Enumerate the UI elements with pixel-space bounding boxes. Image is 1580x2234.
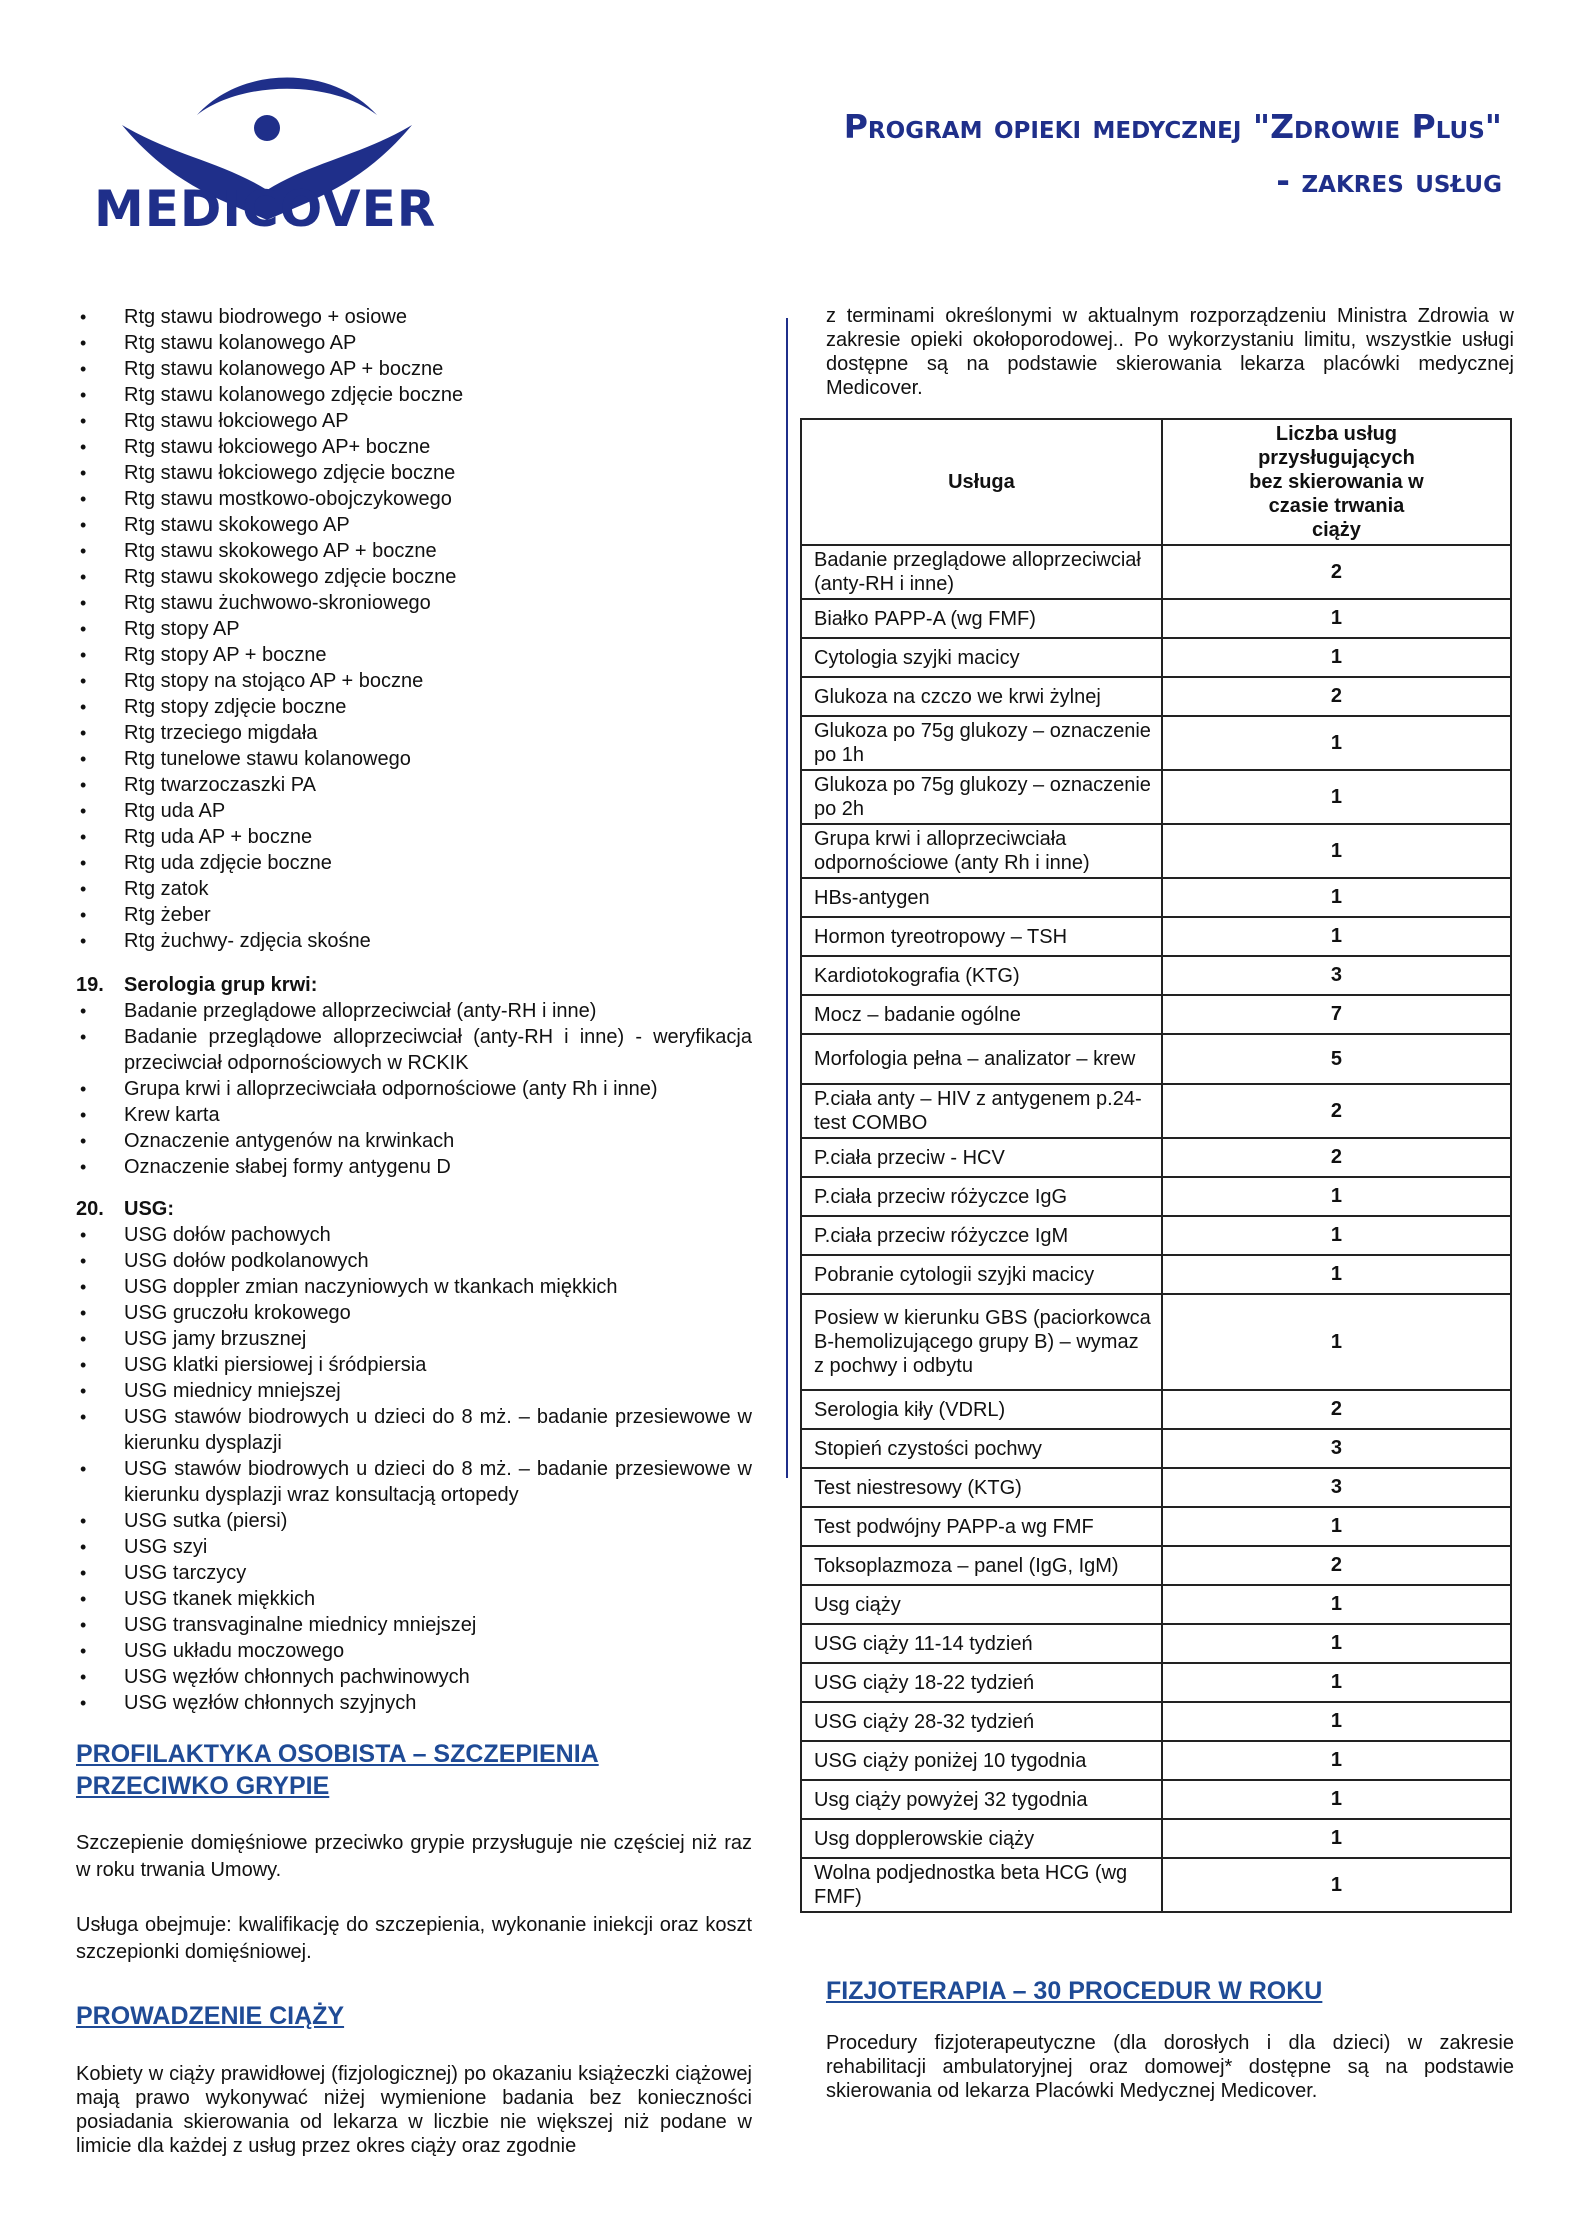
service-count-cell: 1	[1162, 878, 1511, 917]
service-name-cell: Morfologia pełna – analizator – krew	[801, 1034, 1162, 1084]
list-item: • Rtg twarzoczaszki PA	[76, 772, 752, 798]
list-item: • Oznaczenie słabej formy antygenu D	[76, 1154, 752, 1180]
service-count-cell: 2	[1162, 1138, 1511, 1177]
list-item: • Rtg zatok	[76, 876, 752, 902]
table-row	[801, 1468, 1511, 1507]
list-item: • USG stawów biodrowych u dzieci do 8 mż. – badanie przesiewowe w kierunku dysplazji	[76, 1404, 752, 1456]
service-name-cell: Cytologia szyjki macicy	[801, 638, 1162, 677]
service-count-cell: 1	[1162, 824, 1511, 878]
title-line-1: Program opieki medycznej "Zdrowie Plus"	[843, 107, 1502, 146]
list-item: • USG tkanek miękkich	[76, 1586, 752, 1612]
list-item: • USG układu moczowego	[76, 1638, 752, 1664]
list-item: • USG węzłów chłonnych szyjnych	[76, 1690, 752, 1716]
service-name-cell: Mocz – badanie ogólne	[801, 995, 1162, 1034]
table-row	[801, 677, 1511, 716]
service-count-cell: 2	[1162, 1546, 1511, 1585]
section-title: USG:	[124, 1198, 174, 1220]
rtg-list	[76, 304, 752, 954]
service-name-cell: Grupa krwi i alloprzeciwciała odpornościowe (anty Rh i inne)	[801, 824, 1162, 878]
service-count-cell: 1	[1162, 770, 1511, 824]
serologia-heading	[76, 972, 752, 998]
table-row	[801, 770, 1511, 824]
ciaza-para: Kobiety w ciąży prawidłowej (fizjologicznej) po okazaniu książeczki ciążowej mają prawo wykonywać niżej wymienione badania bez konieczności posiadania skierowania od lekarza w liczbie nie większej niż podane w limicie dla każdej z usług przez okres ciąży oraz zgodnie	[76, 2063, 752, 2157]
service-name-cell: Usg ciąży powyżej 32 tygodnia	[801, 1780, 1162, 1819]
list-item: • Rtg stawu łokciowego AP+ boczne	[76, 434, 752, 460]
service-name-cell: P.ciała anty – HIV z antygenem p.24-test COMBO	[801, 1084, 1162, 1138]
service-count-cell: 1	[1162, 1741, 1511, 1780]
list-item: • USG stawów biodrowych u dzieci do 8 mż. – badanie przesiewowe w kierunku dysplazji wraz konsultacją ortopedy	[76, 1456, 752, 1508]
service-name-cell: USG ciąży 28-32 tydzień	[801, 1702, 1162, 1741]
table-row	[801, 1741, 1511, 1780]
list-item: • Rtg stawu kolanowego AP	[76, 330, 752, 356]
service-name-cell: Usg dopplerowskie ciąży	[801, 1819, 1162, 1858]
table-row	[801, 917, 1511, 956]
list-item: • USG tarczycy	[76, 1560, 752, 1586]
service-count-cell: 1	[1162, 917, 1511, 956]
table-row	[801, 956, 1511, 995]
service-count-cell: 1	[1162, 638, 1511, 677]
list-item: • Rtg żeber	[76, 902, 752, 928]
usg-list	[76, 1222, 752, 1716]
table-row	[801, 716, 1511, 770]
service-name-cell: Badanie przeglądowe alloprzeciwciał (anty-RH i inne)	[801, 545, 1162, 599]
section-title: Serologia grup krwi:	[124, 974, 318, 996]
table-row	[801, 1216, 1511, 1255]
service-name-cell: Serologia kiły (VDRL)	[801, 1390, 1162, 1429]
list-item: • Rtg stawu biodrowego + osiowe	[76, 304, 752, 330]
service-count-cell: 1	[1162, 1294, 1511, 1390]
list-item: • USG doppler zmian naczyniowych w tkankach miękkich	[76, 1274, 752, 1300]
table-row	[801, 1780, 1511, 1819]
list-item: • Rtg trzeciego migdała	[76, 720, 752, 746]
service-name-cell: Glukoza na czczo we krwi żylnej	[801, 677, 1162, 716]
table-row	[801, 1624, 1511, 1663]
service-count-cell: 1	[1162, 1255, 1511, 1294]
logo-head	[254, 115, 280, 141]
list-item: • Rtg stawu kolanowego AP + boczne	[76, 356, 752, 382]
col-header-count-text: Liczba usług przysługujących bez skierowania w czasie trwania ciąży	[1249, 423, 1424, 541]
table-row	[801, 1702, 1511, 1741]
left-column	[76, 304, 752, 2158]
heading-line: PROFILAKTYKA OSOBISTA – SZCZEPIENIA	[76, 1740, 599, 1768]
table-row	[801, 1138, 1511, 1177]
service-name-cell: HBs-antygen	[801, 878, 1162, 917]
table-row	[801, 995, 1511, 1034]
heading-line: PRZECIWKO GRYPIE	[76, 1772, 330, 1800]
service-count-cell: 3	[1162, 956, 1511, 995]
list-item: • Rtg stawu łokciowego zdjęcie boczne	[76, 460, 752, 486]
section-number: 19.	[76, 974, 104, 996]
list-item: • Oznaczenie antygenów na krwinkach	[76, 1128, 752, 1154]
list-item: • Rtg stawu mostkowo-obojczykowego	[76, 486, 752, 512]
service-count-cell: 1	[1162, 1819, 1511, 1858]
service-name-cell: Wolna podjednostka beta HCG (wg FMF)	[801, 1858, 1162, 1912]
list-item: • USG transvaginalne miednicy mniejszej	[76, 1612, 752, 1638]
list-item: • USG jamy brzusznej	[76, 1326, 752, 1352]
service-count-cell: 1	[1162, 1663, 1511, 1702]
fizjoterapia-heading: FIZJOTERAPIA – 30 PROCEDUR W ROKU	[826, 1977, 1323, 2005]
list-item: • USG gruczołu krokowego	[76, 1300, 752, 1326]
ciaza-intro-continued: z terminami określonymi w aktualnym rozporządzeniu Ministra Zdrowia w zakresie opieki okołoporodowej.. Po wykorzystaniu limitu, wszystkie usługi dostępne są na podstawie skierowania lekarza placówki medycznej Medicover.	[826, 305, 1514, 399]
list-item: • Rtg stawu skokowego AP + boczne	[76, 538, 752, 564]
service-count-cell: 1	[1162, 1858, 1511, 1912]
list-item: • Rtg żuchwy- zdjęcia skośne	[76, 928, 752, 954]
list-item: • Krew karta	[76, 1102, 752, 1128]
table-row	[801, 1429, 1511, 1468]
service-name-cell: Test podwójny PAPP-a wg FMF	[801, 1507, 1162, 1546]
service-count-cell: 5	[1162, 1034, 1511, 1084]
logo-wordmark: MEDICOVER	[94, 180, 437, 238]
list-item: • USG szyi	[76, 1534, 752, 1560]
list-item: • Rtg uda zdjęcie boczne	[76, 850, 752, 876]
list-item: • Rtg stopy zdjęcie boczne	[76, 694, 752, 720]
table-row	[801, 1819, 1511, 1858]
list-item: • Rtg stawu skokowego zdjęcie boczne	[76, 564, 752, 590]
service-count-cell: 2	[1162, 545, 1511, 599]
table-row	[801, 878, 1511, 917]
service-count-cell: 1	[1162, 1585, 1511, 1624]
service-name-cell: Posiew w kierunku GBS (paciorkowca B-hemolizującego grupy B) – wymaz z pochwy i odbytu	[801, 1294, 1162, 1390]
list-item: • Grupa krwi i alloprzeciwciała odpornościowe (anty Rh i inne)	[76, 1076, 752, 1102]
service-name-cell: Stopień czystości pochwy	[801, 1429, 1162, 1468]
table-row	[801, 599, 1511, 638]
service-name-cell: USG ciąży 11-14 tydzień	[801, 1624, 1162, 1663]
table-row	[801, 1858, 1511, 1912]
list-item: • Rtg stawu łokciowego AP	[76, 408, 752, 434]
service-name-cell: Kardiotokografia (KTG)	[801, 956, 1162, 995]
table-row	[801, 638, 1511, 677]
section-number: 20.	[76, 1198, 104, 1220]
table-row	[801, 1034, 1511, 1084]
logo-arc-top	[197, 78, 377, 116]
service-count-cell: 1	[1162, 1702, 1511, 1741]
service-count-cell: 1	[1162, 1507, 1511, 1546]
service-count-cell: 1	[1162, 1780, 1511, 1819]
ciaza-heading: PROWADZENIE CIĄŻY	[76, 2002, 345, 2030]
service-name-cell: Usg ciąży	[801, 1585, 1162, 1624]
usg-heading	[76, 1196, 752, 1222]
list-item: • Rtg stawu skokowego AP	[76, 512, 752, 538]
list-item: • USG węzłów chłonnych pachwinowych	[76, 1664, 752, 1690]
service-name-cell: USG ciąży poniżej 10 tygodnia	[801, 1741, 1162, 1780]
list-item: • USG dołów pachowych	[76, 1222, 752, 1248]
table-row	[801, 1663, 1511, 1702]
service-name-cell: Pobranie cytologii szyjki macicy	[801, 1255, 1162, 1294]
service-name-cell: P.ciała przeciw różyczce IgG	[801, 1177, 1162, 1216]
service-count-cell: 3	[1162, 1468, 1511, 1507]
pregnancy-services-table	[800, 418, 1512, 1913]
table-row	[801, 1084, 1511, 1138]
table-row	[801, 824, 1511, 878]
list-item: • USG miednicy mniejszej	[76, 1378, 752, 1404]
table-row	[801, 1294, 1511, 1390]
list-item: • Rtg stawu kolanowego zdjęcie boczne	[76, 382, 752, 408]
service-count-cell: 1	[1162, 599, 1511, 638]
column-divider	[786, 318, 788, 1478]
table-row	[801, 1507, 1511, 1546]
table-row	[801, 1546, 1511, 1585]
service-count-cell: 1	[1162, 1177, 1511, 1216]
table-row	[801, 1255, 1511, 1294]
col-header-service: Usługa	[801, 419, 1162, 545]
serologia-list	[76, 998, 752, 1180]
service-name-cell: Glukoza po 75g glukozy – oznaczenie po 2h	[801, 770, 1162, 824]
service-name-cell: P.ciała przeciw różyczce IgM	[801, 1216, 1162, 1255]
list-item: • Rtg stopy AP	[76, 616, 752, 642]
list-item: • USG dołów podkolanowych	[76, 1248, 752, 1274]
service-count-cell: 3	[1162, 1429, 1511, 1468]
service-name-cell: P.ciała przeciw - HCV	[801, 1138, 1162, 1177]
service-name-cell: Toksoplazmoza – panel (IgG, IgM)	[801, 1546, 1162, 1585]
list-item: • Badanie przeglądowe alloprzeciwciał (anty-RH i inne) - weryfikacja przeciwciał odpornościowych w RCKIK	[76, 1024, 752, 1076]
table-body	[801, 545, 1511, 1912]
list-item: • Rtg tunelowe stawu kolanowego	[76, 746, 752, 772]
list-item: • Rtg uda AP	[76, 798, 752, 824]
list-item: • Rtg stopy AP + boczne	[76, 642, 752, 668]
list-item: • Badanie przeglądowe alloprzeciwciał (anty-RH i inne)	[76, 998, 752, 1024]
service-count-cell: 2	[1162, 1084, 1511, 1138]
service-name-cell: Test niestresowy (KTG)	[801, 1468, 1162, 1507]
right-column	[814, 304, 1514, 2103]
list-item: • USG klatki piersiowej i śródpiersia	[76, 1352, 752, 1378]
table-row	[801, 1390, 1511, 1429]
col-header-count	[1162, 419, 1511, 545]
service-count-cell: 2	[1162, 1390, 1511, 1429]
profilaktyka-heading	[76, 1738, 752, 1802]
service-name-cell: Glukoza po 75g glukozy – oznaczenie po 1h	[801, 716, 1162, 770]
table-row	[801, 1177, 1511, 1216]
profilaktyka-para-1: Szczepienie domięśniowe przeciwko grypie przysługuje nie częściej niż raz w roku trwania Umowy.	[76, 1832, 752, 1881]
service-count-cell: 2	[1162, 677, 1511, 716]
service-name-cell: USG ciąży 18-22 tydzień	[801, 1663, 1162, 1702]
document-title	[844, 100, 1502, 208]
service-count-cell: 7	[1162, 995, 1511, 1034]
profilaktyka-para-2: Usługa obejmuje: kwalifikację do szczepienia, wykonanie iniekcji oraz koszt szczepionki domięśniowej.	[76, 1914, 752, 1963]
list-item: • Rtg stopy na stojąco AP + boczne	[76, 668, 752, 694]
list-item: • Rtg uda AP + boczne	[76, 824, 752, 850]
service-name-cell: Hormon tyreotropowy – TSH	[801, 917, 1162, 956]
table-row	[801, 1585, 1511, 1624]
service-name-cell: Białko PAPP-A (wg FMF)	[801, 599, 1162, 638]
service-count-cell: 1	[1162, 1624, 1511, 1663]
table-row	[801, 545, 1511, 599]
title-line-2: - zakres usług	[1276, 161, 1502, 200]
table-header-row	[801, 419, 1511, 545]
service-count-cell: 1	[1162, 716, 1511, 770]
list-item: • Rtg stawu żuchwowo-skroniowego	[76, 590, 752, 616]
list-item: • USG sutka (piersi)	[76, 1508, 752, 1534]
fizjoterapia-para: Procedury fizjoterapeutyczne (dla dorosłych i dla dzieci) w zakresie rehabilitacji ambulatoryjnej oraz domowej* dostępne są na podstawie skierowania od lekarza Placówki Medycznej Medicover.	[826, 2032, 1514, 2102]
service-count-cell: 1	[1162, 1216, 1511, 1255]
